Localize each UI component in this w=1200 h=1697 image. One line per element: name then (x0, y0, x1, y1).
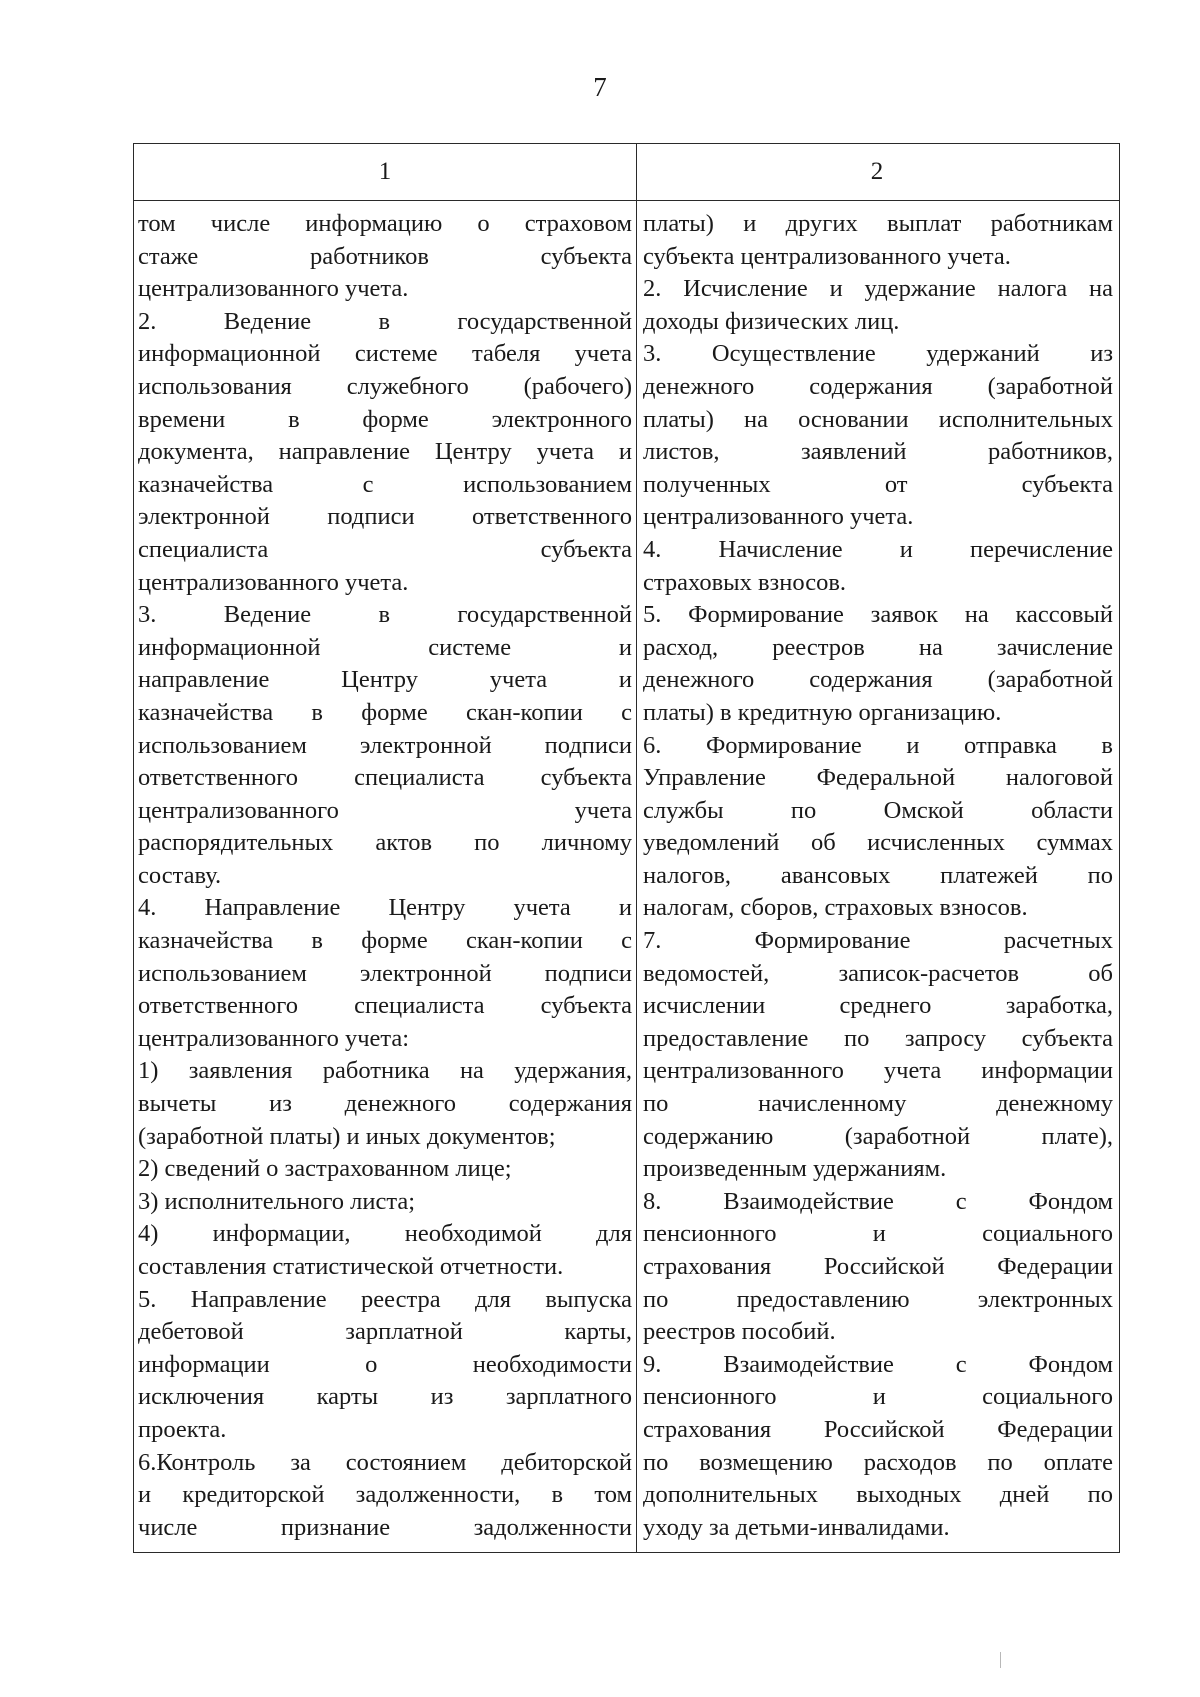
text-line: уведомлений об исчисленных суммах (643, 829, 1113, 857)
text-line: ответственного специалиста субъекта (138, 992, 632, 1020)
text-line: составления статистической отчетности. (138, 1253, 564, 1280)
text-line: централизованного учета: (138, 1024, 410, 1052)
text-line: по предоставлению электронных (643, 1285, 1113, 1313)
text-line: информационной системе табеля учета (138, 340, 632, 368)
text-line: 3) исполнительного листа; (138, 1187, 416, 1215)
text-line: 4) информации, необходимой для (138, 1220, 632, 1248)
text-line: 4. Начисление и перечисление (643, 535, 1113, 563)
text-line: 6.Контроль за состоянием дебиторской (138, 1448, 632, 1476)
text-line: расход, реестров на зачисление (643, 633, 1113, 661)
text-line: службы по Омской области (643, 796, 1113, 824)
text-line: 5. Направление реестра для выпуска (138, 1285, 632, 1313)
text-line: документа, направление Центру учета и (138, 438, 632, 466)
text-line: платы) и других выплат работникам (643, 210, 1113, 237)
text-line: централизованного учета (138, 796, 632, 824)
text-line: вычеты из денежного содержания (138, 1090, 632, 1118)
text-line: специалиста субъекта (138, 535, 632, 563)
text-line: страхования Российской Федерации (643, 1253, 1113, 1280)
text-line: страхования Российской Федерации (643, 1415, 1113, 1443)
text-line: централизованного учета. (138, 275, 409, 303)
text-line: налогам, сборов, страховых взносов. (643, 894, 1028, 922)
column-2-cell (643, 208, 1113, 1544)
text-line: том числе информацию о страховом (138, 210, 632, 237)
table-header-row (134, 144, 1119, 201)
column-2-header: 2 (870, 158, 884, 185)
text-line: 3. Осуществление удержаний из (643, 340, 1113, 368)
text-line: полученных от субъекта (643, 470, 1113, 498)
text-line: налогов, авансовых платежей по (643, 861, 1113, 889)
text-line: информации о необходимости (138, 1350, 632, 1378)
text-line: 4. Направление Центру учета и (138, 894, 632, 922)
text-line: 3. Ведение в государственной (138, 601, 632, 629)
column-divider (636, 144, 637, 1552)
page-number: 7 (593, 72, 607, 102)
text-line: 1) заявления работника на удержания, (138, 1057, 632, 1085)
text-line: доходы физических лиц. (643, 307, 900, 335)
text-line: и кредиторской задолженности, в том (138, 1481, 632, 1509)
text-line: казначейства с использованием (138, 470, 632, 498)
text-line: денежного содержания (заработной (643, 666, 1113, 694)
text-line: листов, заявлений работников, (643, 438, 1113, 466)
text-line: использования служебного (рабочего) (138, 372, 632, 400)
text-line: 2) сведений о застрахованном лице; (138, 1155, 512, 1183)
text-line: пенсионного и социального (643, 1220, 1113, 1248)
column-1-cell (138, 208, 632, 1544)
text-line: страховых взносов. (643, 568, 847, 596)
text-line: Управление Федеральной налоговой (643, 764, 1113, 792)
text-line: составу. (138, 861, 222, 889)
text-line: казначейства в форме скан-копии с (138, 698, 632, 726)
text-line: 6. Формирование и отправка в (643, 731, 1113, 759)
text-line: проекта. (138, 1415, 227, 1443)
text-line: предоставление по запросу субъекта (643, 1024, 1113, 1052)
text-line: распорядительных актов по личному (138, 829, 632, 857)
text-line: электронной подписи ответственного (138, 503, 632, 531)
text-line: использованием электронной подписи (138, 731, 632, 759)
text-line: (заработной платы) и иных документов; (138, 1122, 556, 1150)
text-line: использованием электронной подписи (138, 959, 632, 987)
text-line: 8. Взаимодействие с Фондом (643, 1187, 1113, 1215)
text-line: субъекта централизованного учета. (643, 242, 1011, 270)
text-line: времени в форме электронного (138, 405, 632, 433)
text-line: 5. Формирование заявок на кассовый (643, 601, 1113, 629)
text-line: стаже работников субъекта (138, 242, 632, 270)
text-line: уходу за детьми-инвалидами. (643, 1513, 950, 1541)
text-line: информационной системе и (138, 633, 632, 661)
text-line: денежного содержания (заработной (643, 372, 1113, 400)
text-line: казначейства в форме скан-копии с (138, 927, 632, 955)
text-line: 7. Формирование расчетных (643, 927, 1113, 955)
text-line: исключения карты из зарплатного (138, 1383, 632, 1411)
text-line: пенсионного и социального (643, 1383, 1113, 1411)
column-1-header: 1 (378, 158, 392, 185)
text-line: ответственного специалиста субъекта (138, 764, 632, 792)
text-line: 2. Ведение в государственной (138, 307, 632, 335)
document-table (133, 143, 1120, 1553)
text-line: реестров пособий. (643, 1318, 836, 1346)
text-line: ведомостей, записок-расчетов об (643, 959, 1113, 987)
text-line: централизованного учета. (138, 568, 409, 596)
text-line: направление Центру учета и (138, 666, 632, 694)
text-line: дополнительных выходных дней по (643, 1481, 1113, 1509)
scan-artifact-mark (1000, 1652, 1001, 1668)
text-line: централизованного учета. (643, 503, 914, 531)
text-line: платы) на основании исполнительных (643, 405, 1113, 433)
text-line: произведенным удержаниям. (643, 1155, 947, 1183)
text-line: 9. Взаимодействие с Фондом (643, 1350, 1113, 1378)
text-line: платы) в кредитную организацию. (643, 698, 1002, 726)
text-line: дебетовой зарплатной карты, (138, 1318, 632, 1346)
text-line: исчислении среднего заработка, (643, 992, 1113, 1020)
text-line: числе признание задолженности (138, 1513, 632, 1541)
text-line: централизованного учета информации (643, 1057, 1113, 1085)
text-line: по возмещению расходов по оплате (643, 1448, 1113, 1476)
text-line: 2. Исчисление и удержание налога на (643, 275, 1113, 303)
text-line: содержанию (заработной плате), (643, 1122, 1113, 1150)
text-line: по начисленному денежному (643, 1090, 1113, 1118)
